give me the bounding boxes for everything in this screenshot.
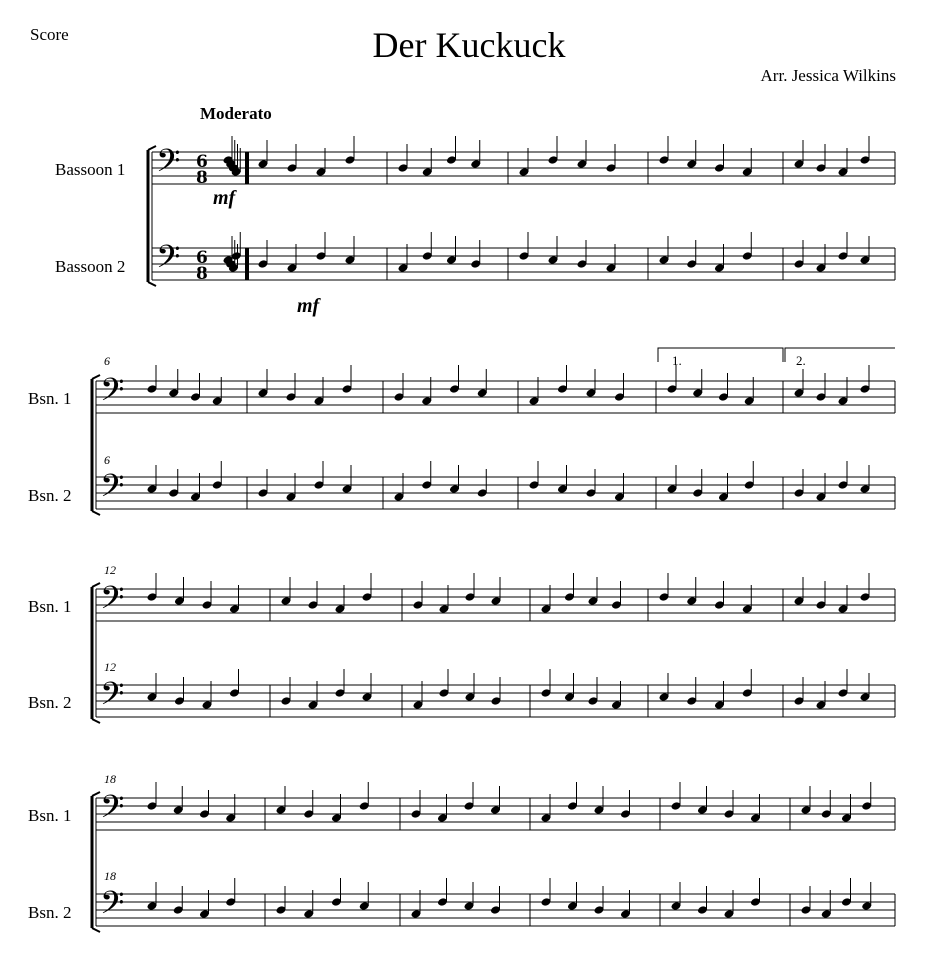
first-ending-label: 1. [672, 353, 682, 368]
staff-label-bassoon-1: Bassoon 1 [55, 160, 126, 179]
measure-number: 18 [104, 772, 116, 786]
system-bracket [92, 719, 100, 723]
tempo-marking: Moderato [200, 104, 272, 123]
staff-label-bsn-1: Bsn. 1 [28, 806, 72, 825]
measure-number: 6 [104, 354, 110, 368]
system-bracket [92, 792, 100, 796]
staff-label-bsn-2: Bsn. 2 [28, 693, 72, 712]
bass-clef-icon: 𝄢 [100, 579, 125, 624]
measure-number: 12 [104, 660, 116, 674]
bass-clef-icon: 𝄢 [100, 371, 125, 416]
time-signature: 8 [196, 168, 208, 188]
second-ending-bracket [785, 348, 895, 362]
staff-label-bassoon-2: Bassoon 2 [55, 257, 126, 276]
system-bracket [92, 928, 100, 932]
staff-label-bsn-1: Bsn. 1 [28, 597, 72, 616]
arranger-credit: Arr. Jessica Wilkins [760, 66, 896, 85]
bass-clef-icon: 𝄢 [100, 467, 125, 512]
score-label: Score [30, 25, 69, 44]
staff-label-bsn-2: Bsn. 2 [28, 486, 72, 505]
bass-clef-icon: 𝄢 [156, 142, 181, 187]
measure-number: 18 [104, 869, 116, 883]
second-ending-label: 2. [796, 353, 806, 368]
measure-number: 6 [104, 453, 110, 467]
time-signature: 8 [196, 264, 208, 284]
time-signature: 6 [196, 248, 208, 268]
bass-clef-icon: 𝄢 [100, 788, 125, 833]
system-bracket [148, 146, 156, 150]
dynamic-mf: mf [297, 295, 320, 317]
page-title: Der Kuckuck [372, 25, 566, 65]
system-bracket [92, 375, 100, 379]
system-bracket [148, 282, 156, 286]
repeat-barline [245, 152, 249, 184]
first-ending-bracket [658, 348, 783, 362]
staff-label-bsn-1: Bsn. 1 [28, 389, 72, 408]
dynamic-mf: mf [213, 187, 236, 209]
time-signature: 6 [196, 152, 208, 172]
staff-label-bsn-2: Bsn. 2 [28, 903, 72, 922]
bass-clef-icon: 𝄢 [100, 675, 125, 720]
measure-number: 12 [104, 563, 116, 577]
system-bracket [92, 583, 100, 587]
bass-clef-icon: 𝄢 [100, 884, 125, 929]
bass-clef-icon: 𝄢 [156, 238, 181, 283]
repeat-barline [245, 248, 249, 280]
system-bracket [92, 511, 100, 515]
